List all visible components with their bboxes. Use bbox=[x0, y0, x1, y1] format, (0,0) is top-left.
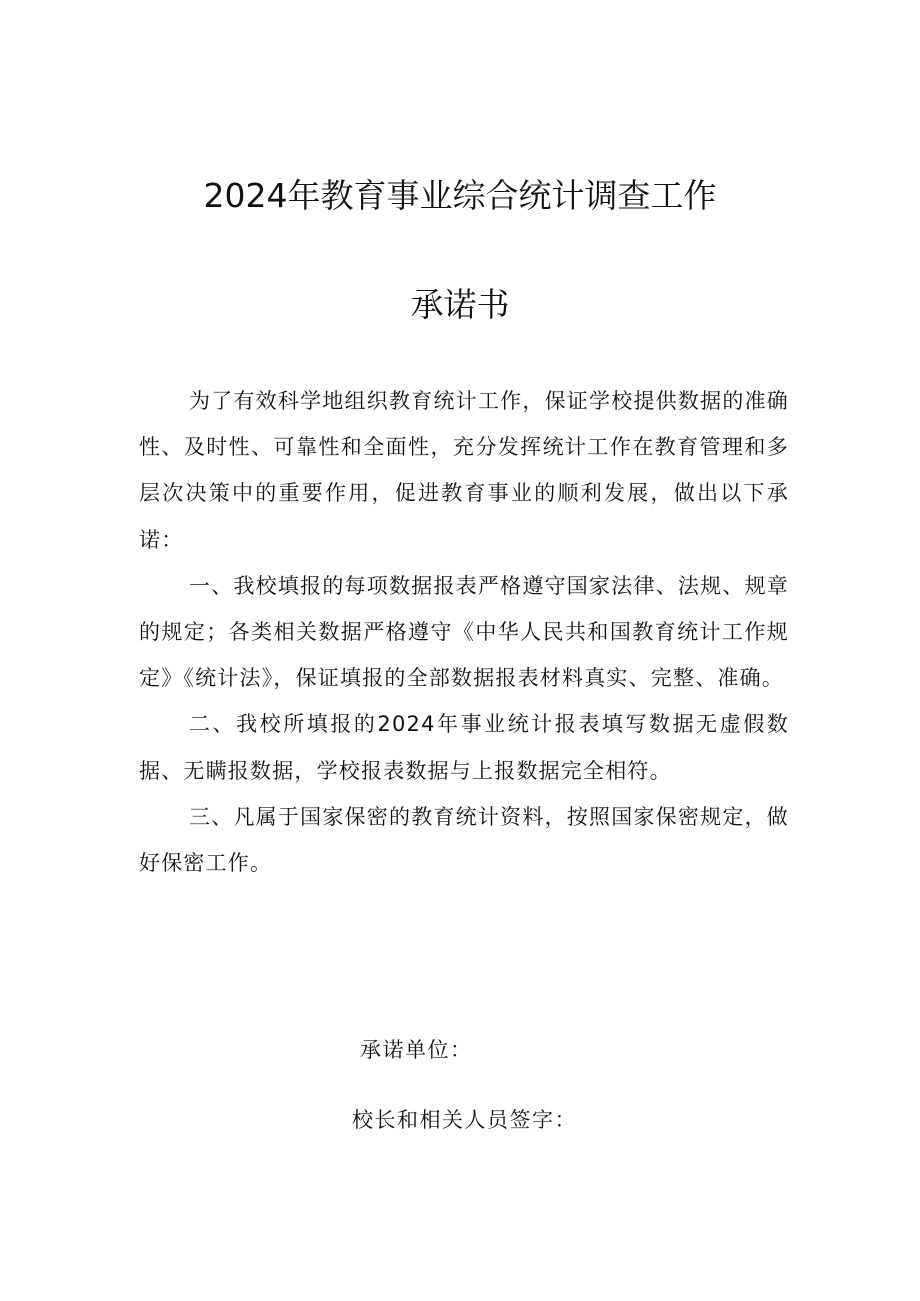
signature-unit-label: 承诺单位： bbox=[360, 1038, 473, 1062]
commitment-item-3: 三、凡属于国家保密的教育统计资料，按照国家保密规定，做好保密工作。 bbox=[139, 804, 789, 876]
commitment-item-1: 一、我校填报的每项数据报表严格遵守国家法律、法规、规章的规定；各类相关数据严格遵守《中华人民共和国教育统计工作规定》《统计法》，保证填报的全部数据报表材料真实、完整、准确。 bbox=[139, 573, 789, 691]
document-title: 2024年教育事业综合统计调查工作 bbox=[203, 176, 717, 215]
document-body bbox=[139, 378, 789, 886]
document-subtitle: 承诺书 bbox=[410, 285, 510, 324]
signature-people-label: 校长和相关人员签字： bbox=[352, 1108, 577, 1132]
commitment-item-2: 二、我校所填报的2024年事业统计报表填写数据无虚假数据、无瞒报数据，学校报表数据与上报数据完全相符。 bbox=[139, 712, 789, 783]
intro-paragraph: 为了有效科学地组织教育统计工作，保证学校提供数据的准确性、及时性、可靠性和全面性，充分发挥统计工作在教育管理和多层次决策中的重要作用，促进教育事业的顺利发展，做出以下承诺： bbox=[139, 389, 789, 552]
